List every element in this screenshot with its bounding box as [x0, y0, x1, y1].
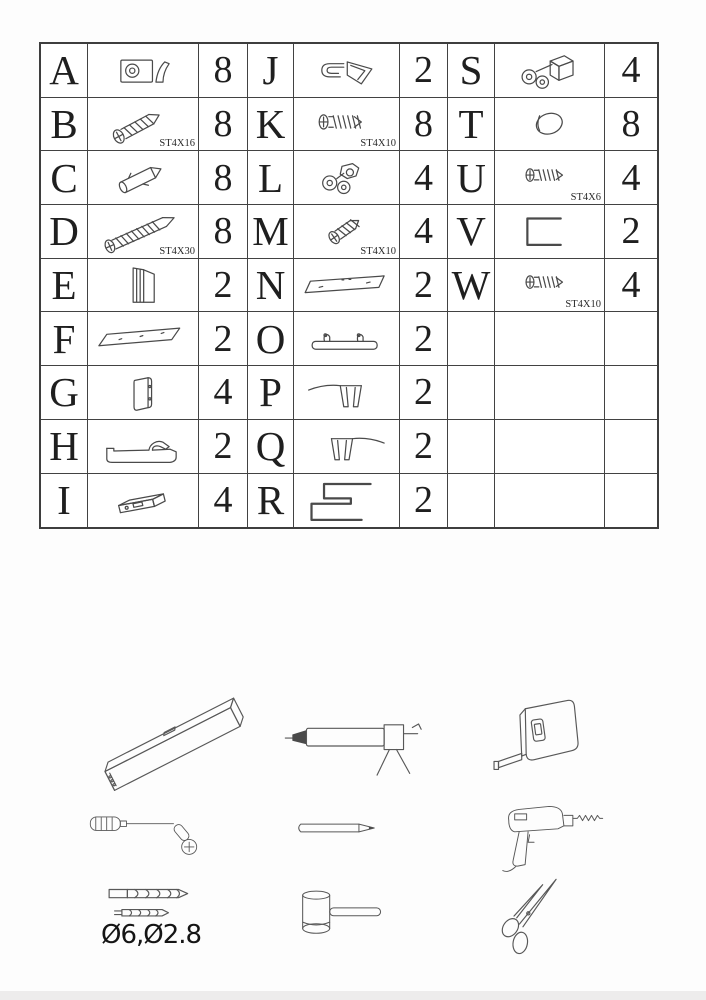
part-qty-n: 2: [400, 259, 448, 313]
part-letter-s: S: [448, 44, 495, 98]
part-qty-w: 4: [605, 259, 657, 313]
part-cell-v: [495, 205, 605, 259]
empty-cell: [448, 420, 495, 474]
empty-cell: [605, 420, 657, 474]
z-profile-icon: [296, 476, 397, 524]
caulking-gun-icon: [280, 706, 430, 786]
tape-measure-icon: [486, 690, 611, 790]
handle-bracket-icon: [90, 422, 196, 469]
u-bracket-icon: [497, 208, 602, 255]
part-cell-h: [88, 420, 199, 474]
part-qty-u: 4: [605, 151, 657, 205]
part-qty-j: 2: [400, 44, 448, 98]
part-spec-u: ST4X6: [570, 192, 601, 204]
corner-bracket-icon: [90, 47, 196, 94]
empty-cell: [495, 366, 605, 420]
wall-anchor-icon: [90, 154, 196, 201]
flat-strip-icon: [296, 261, 397, 308]
part-cell-s: [495, 44, 605, 98]
double-roller-icon: [296, 154, 397, 201]
part-cell-q: [294, 420, 400, 474]
part-spec-m: ST4X10: [360, 245, 396, 257]
part-cell-i: [88, 474, 199, 528]
part-qty-p: 2: [400, 366, 448, 420]
part-cell-g: [88, 366, 199, 420]
part-cell-j: [294, 44, 400, 98]
part-qty-g: 4: [199, 366, 248, 420]
empty-cell: [605, 474, 657, 528]
empty-cell: [448, 474, 495, 528]
empty-cell: [605, 366, 657, 420]
part-qty-b: 8: [199, 98, 248, 152]
part-qty-r: 2: [400, 474, 448, 528]
empty-cell: [495, 474, 605, 528]
part-letter-l: L: [248, 151, 294, 205]
part-letter-w: W: [448, 259, 495, 313]
part-cell-n: [294, 259, 400, 313]
part-qty-i: 4: [199, 474, 248, 528]
tool-mallet: [288, 884, 400, 951]
glass-clip-icon: [90, 369, 196, 416]
drill-icon: [486, 796, 606, 884]
tool-pencil: [293, 819, 385, 842]
part-qty-q: 2: [400, 420, 448, 474]
part-letter-g: G: [41, 366, 88, 420]
u-profile-right-icon: [296, 422, 397, 469]
part-letter-d: D: [41, 205, 88, 259]
part-cell-b: [88, 98, 199, 152]
part-cell-o: [294, 312, 400, 366]
part-spec-k: ST4X10: [360, 138, 396, 150]
part-letter-r: R: [248, 474, 294, 528]
empty-cell: [495, 420, 605, 474]
part-qty-l: 4: [400, 151, 448, 205]
part-qty-v: 2: [605, 205, 657, 259]
part-cell-p: [294, 366, 400, 420]
part-spec-w: ST4X10: [565, 299, 601, 311]
part-cell-c: [88, 151, 199, 205]
part-letter-h: H: [41, 420, 88, 474]
tool-tape-measure: [486, 690, 611, 795]
tool-spirit-level: [82, 688, 267, 811]
part-letter-o: O: [248, 312, 294, 366]
part-qty-f: 2: [199, 312, 248, 366]
part-letter-q: Q: [248, 420, 294, 474]
part-qty-m: 4: [400, 205, 448, 259]
part-qty-o: 2: [400, 312, 448, 366]
scissors-icon: [490, 874, 572, 959]
empty-cell: [605, 312, 657, 366]
part-letter-f: F: [41, 312, 88, 366]
part-qty-c: 8: [199, 151, 248, 205]
part-cell-r: [294, 474, 400, 528]
part-cell-m: [294, 205, 400, 259]
part-cell-a: [88, 44, 199, 98]
part-letter-c: C: [41, 151, 88, 205]
empty-cell: [448, 312, 495, 366]
part-cell-k: [294, 98, 400, 152]
seal-strip-icon: [296, 47, 397, 94]
part-cell-f: [88, 312, 199, 366]
page-edge: [0, 991, 706, 1000]
part-letter-a: A: [41, 44, 88, 98]
part-qty-t: 8: [605, 98, 657, 152]
parts-table: [39, 42, 659, 529]
part-letter-u: U: [448, 151, 495, 205]
cover-cap-icon: [497, 100, 602, 147]
part-spec-d: ST4X30: [159, 245, 195, 257]
part-cell-w: [495, 259, 605, 313]
part-letter-m: M: [248, 205, 294, 259]
tool-scissors: [490, 874, 572, 964]
spirit-level-icon: [82, 688, 267, 806]
empty-cell: [448, 366, 495, 420]
part-cell-u: [495, 151, 605, 205]
part-letter-e: E: [41, 259, 88, 313]
wall-profile-icon: [90, 261, 196, 308]
part-cell-t: [495, 98, 605, 152]
screwdriver-icon: [86, 806, 216, 866]
u-profile-left-icon: [296, 369, 397, 416]
mallet-icon: [288, 884, 400, 946]
hook-bar-icon: [296, 315, 397, 362]
part-letter-j: J: [248, 44, 294, 98]
part-cell-e: [88, 259, 199, 313]
empty-cell: [495, 312, 605, 366]
part-qty-h: 2: [199, 420, 248, 474]
part-qty-s: 4: [605, 44, 657, 98]
drill-bit-size-label: Ø6,Ø2.8: [101, 920, 202, 950]
part-letter-n: N: [248, 259, 294, 313]
part-qty-d: 8: [199, 205, 248, 259]
part-letter-b: B: [41, 98, 88, 152]
part-letter-k: K: [248, 98, 294, 152]
tool-caulking-gun: [280, 706, 430, 791]
roller-block-icon: [497, 47, 602, 94]
part-letter-p: P: [248, 366, 294, 420]
tool-screwdriver: [86, 806, 216, 871]
latch-block-icon: [90, 476, 196, 524]
pencil-icon: [293, 819, 385, 837]
mounting-strip-icon: [90, 315, 196, 362]
part-qty-a: 8: [199, 44, 248, 98]
part-qty-e: 2: [199, 259, 248, 313]
part-letter-i: I: [41, 474, 88, 528]
part-letter-v: V: [448, 205, 495, 259]
part-letter-t: T: [448, 98, 495, 152]
part-cell-l: [294, 151, 400, 205]
part-spec-b: ST4X16: [159, 138, 195, 150]
part-qty-k: 8: [400, 98, 448, 152]
part-cell-d: [88, 205, 199, 259]
